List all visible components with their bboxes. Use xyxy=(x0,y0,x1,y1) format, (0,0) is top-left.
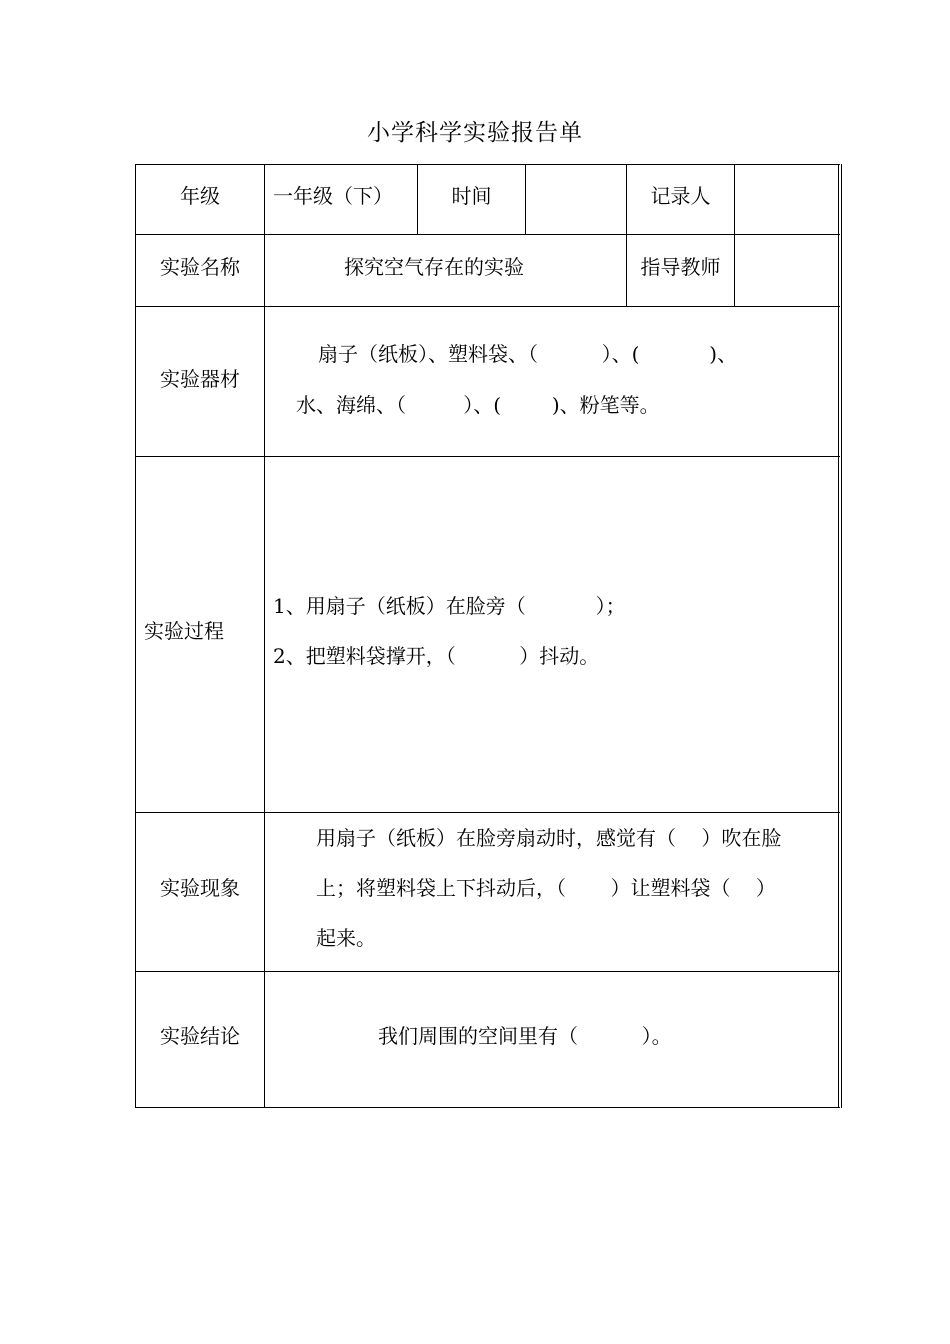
conclusion-label: 实验结论 xyxy=(160,1024,240,1048)
table-border-bottom xyxy=(135,1107,840,1108)
column-divider xyxy=(734,164,735,306)
materials-line-1: 扇子（纸板）、塑料袋、（ ）、( )、 xyxy=(318,342,738,366)
grade-label: 年级 xyxy=(180,184,220,208)
row-divider xyxy=(135,456,840,457)
row-divider xyxy=(135,812,840,813)
table-border-right xyxy=(838,164,839,1108)
materials-label: 实验器材 xyxy=(160,367,240,391)
phenomenon-line-3: 起来。 xyxy=(316,926,376,950)
process-label: 实验过程 xyxy=(144,619,224,643)
materials-line-2: 水、海绵、（ ）、( )、粉笔等。 xyxy=(296,393,660,417)
experiment-name-label: 实验名称 xyxy=(160,255,240,279)
row-divider xyxy=(135,306,840,307)
teacher-label: 指导教师 xyxy=(640,255,721,279)
process-step-1: 1、用扇子（纸板）在脸旁（ ）； xyxy=(273,594,626,618)
process-step-2: 2、把塑料袋撑开，（ ）抖动。 xyxy=(273,644,600,668)
grade-value: 一年级（下） xyxy=(273,184,393,208)
phenomenon-line-2: 上；将塑料袋上下抖动后，（ ）让塑料袋（ ） xyxy=(316,876,776,900)
experiment-name-value: 探究空气存在的实验 xyxy=(344,255,524,279)
column-divider xyxy=(264,164,265,1108)
recorder-label: 记录人 xyxy=(650,184,711,208)
phenomenon-line-1: 用扇子（纸板）在脸旁扇动时，感觉有（ ）吹在脸 xyxy=(316,826,782,850)
table-border-right-outer xyxy=(841,164,842,1108)
row-divider xyxy=(135,971,840,972)
table-border-left xyxy=(135,164,136,1108)
phenomenon-label: 实验现象 xyxy=(160,876,240,900)
page-title: 小学科学实验报告单 xyxy=(367,120,583,146)
column-divider xyxy=(525,164,526,235)
time-label: 时间 xyxy=(451,184,492,208)
conclusion-text: 我们周围的空间里有（ ）。 xyxy=(378,1024,672,1048)
